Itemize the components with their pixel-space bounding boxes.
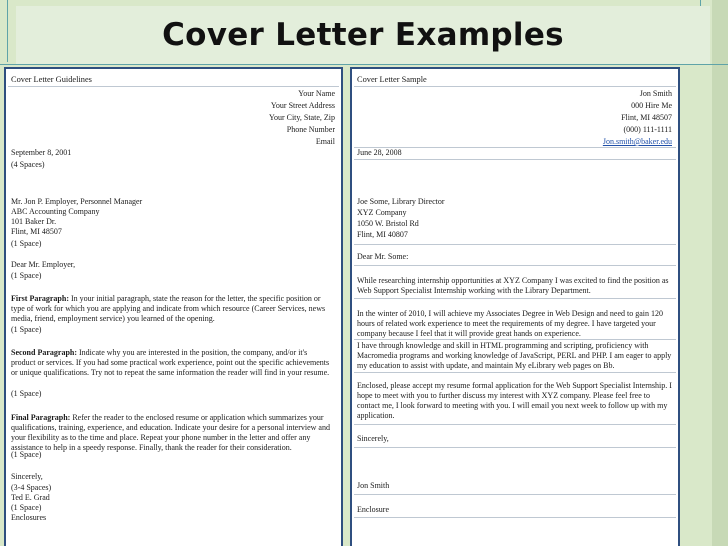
recipient-line: Flint, MI 40807 (357, 230, 408, 239)
divider (354, 159, 676, 160)
recipient-line: Mr. Jon P. Employer, Personnel Manager (11, 197, 143, 206)
recipient-line: ABC Accounting Company (11, 207, 100, 216)
spacing-note: (1 Space) (11, 450, 42, 459)
sender-city: Your City, State, Zip (268, 113, 335, 122)
sender-phone: Phone Number (286, 125, 335, 134)
final-paragraph-guide (11, 413, 333, 453)
paragraph-label: First Paragraph: (11, 294, 69, 303)
panel-header: Cover Letter Guidelines (11, 75, 92, 84)
signer-name: Jon Smith (357, 481, 390, 490)
divider (354, 265, 676, 266)
spacing-note: (1 Space) (11, 389, 42, 398)
paragraph-text: Refer the reader to the enclosed resume or application which summarizes your qualifications, training, experience, and education. Indicate your desire for a personal interview and your flexibility as to the time and place. Repeat your phone number in the letter and offer any assistance to help in a speedy response. Finally, thank the reader for their consideration. (11, 413, 330, 452)
sample-paragraph-1: While researching internship opportunities at XYZ Company I was excited to find the position as Web Support Specialist Internship working with the Library Department. (357, 276, 669, 295)
guidelines-panel (4, 67, 343, 546)
paragraph-text: Indicate why you are interested in the position, the company, and/or it's product or services. If you had some practical work experience, point out the specific achievements or unique qualifications. Try not to repeat the same information the reader will find in your resume. (11, 348, 330, 377)
title-bar (16, 6, 710, 64)
header-divider (354, 86, 676, 87)
decor-line-left (7, 0, 8, 62)
sender-street: Your Street Address (270, 101, 335, 110)
sender-phone: (000) 111-1111 (623, 125, 672, 134)
divider (354, 424, 676, 425)
signer-name: Ted E. Grad (11, 493, 50, 502)
spacing-note: (1 Space) (11, 239, 42, 248)
sample-paragraph-4: Enclosed, please accept my resume formal application for the Web Support Specialist Internship. I hope to meet with you to further discuss my interest with XYZ company. Please feel free to contact me, I look forward to meeting with you. I will email you next week to follow up with my application. (357, 381, 672, 420)
letter-date: September 8, 2001 (11, 148, 72, 157)
sender-city: Flint, MI 48507 (621, 113, 672, 122)
sender-name: Your Name (298, 89, 335, 98)
recipient-line: 101 Baker Dr. (11, 217, 57, 226)
spacing-note: (1 Space) (11, 325, 42, 334)
divider (354, 244, 676, 245)
second-paragraph-guide (11, 348, 333, 378)
enclosures-label: Enclosures (11, 513, 47, 522)
spacing-note: (1 Space) (11, 271, 42, 280)
closing: Sincerely, (11, 472, 43, 481)
decor-line-top (0, 64, 728, 65)
panel-header: Cover Letter Sample (357, 75, 427, 84)
header-divider (8, 86, 339, 87)
spacing-note: (4 Spaces) (11, 160, 45, 169)
paragraph-label: Final Paragraph: (11, 413, 71, 422)
divider (354, 372, 676, 373)
letter-date: June 28, 2008 (357, 148, 402, 157)
right-decor-strip (712, 0, 728, 546)
spacing-note: (1 Space) (11, 503, 42, 512)
first-paragraph-guide (11, 294, 333, 324)
enclosures-label: Enclosure (357, 505, 389, 514)
sample-panel (350, 67, 680, 546)
divider (354, 339, 676, 340)
page-title: Cover Letter Examples (162, 17, 564, 53)
recipient-line: Joe Some, Library Director (357, 197, 445, 206)
sender-email: Email (315, 137, 335, 146)
divider (354, 447, 676, 448)
divider (354, 517, 676, 518)
sender-street: 000 Hire Me (631, 101, 672, 110)
recipient-line: 1050 W. Bristol Rd (357, 219, 419, 228)
spacing-note: (3-4 Spaces) (11, 483, 52, 492)
recipient-line: XYZ Company (357, 208, 407, 217)
sender-email-link[interactable]: Jon.smith@baker.edu (602, 137, 672, 146)
paragraph-text: In your initial paragraph, state the reason for the letter, the specific position or type of work for which you are applying and indicate from which resource (Career Services, news media, friend, employment service) you learned of the opening. (11, 294, 326, 323)
sample-paragraph-2: In the winter of 2010, I will achieve my Associates Degree in Web Design and need to gain 120 hours of related work experience to meet the requirements of my degree. I have targeted your company because I feel that it will provide great hands on experience. (357, 309, 664, 338)
sender-name: Jon Smith (639, 89, 672, 98)
closing: Sincerely, (357, 434, 389, 443)
salutation: Dear Mr. Employer, (11, 260, 76, 269)
recipient-line: Flint, MI 48507 (11, 227, 62, 236)
paragraph-label: Second Paragraph: (11, 348, 77, 357)
salutation: Dear Mr. Some: (357, 252, 409, 261)
sample-paragraph-3: I have through knowledge and skill in HTML programming and scripting, proficiency with Macromedia programs and working knowledge of JavaScript, PERL and PHP. I am eager to apply my education to assist with update, and maintain My eLibrary web pages on Bb. (357, 341, 672, 370)
divider (354, 298, 676, 299)
divider (354, 494, 676, 495)
